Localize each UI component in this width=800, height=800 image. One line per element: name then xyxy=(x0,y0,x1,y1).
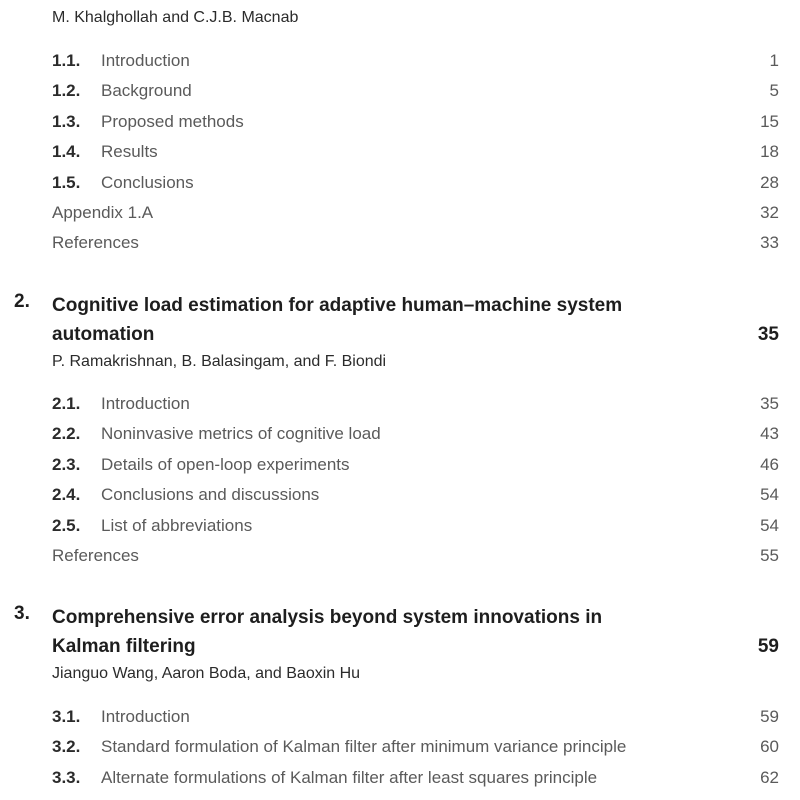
toc-entry[interactable] xyxy=(0,394,800,424)
entry-number: 2.5. xyxy=(52,515,81,535)
chapter-title-line-1: Cognitive load estimation for adaptive human–machine system xyxy=(52,295,623,316)
toc-entry[interactable] xyxy=(0,707,800,737)
entry-number: 1.1. xyxy=(52,51,81,70)
entry-label: Conclusions xyxy=(101,172,194,192)
toc-entry[interactable] xyxy=(0,81,800,111)
chapter-3-entries xyxy=(0,707,800,798)
chapter-3 xyxy=(0,603,800,787)
toc-entry[interactable] xyxy=(0,51,800,81)
chapter-title xyxy=(52,291,702,349)
entry-label: Proposed methods xyxy=(101,111,244,131)
chapter-title-line-1: Comprehensive error analysis beyond system innovations in xyxy=(52,607,603,628)
chapter-2-heading[interactable] xyxy=(0,291,800,347)
toc-entry[interactable] xyxy=(0,516,800,546)
chapter-2-entries xyxy=(0,394,800,576)
entry-page: 54 xyxy=(760,515,779,535)
chapter-1-authors: M. Khalghollah and C.J.B. Macnab xyxy=(52,9,299,26)
toc-entry[interactable] xyxy=(0,112,800,142)
entry-page: 28 xyxy=(760,172,779,192)
entry-label: Noninvasive metrics of cognitive load xyxy=(101,424,381,444)
toc-entry-references[interactable] xyxy=(0,233,800,263)
toc-entry-references[interactable] xyxy=(0,546,800,576)
chapter-page: 35 xyxy=(757,324,779,345)
entry-label: Conclusions and discussions xyxy=(101,485,320,505)
entry-number: 3.1. xyxy=(52,707,81,726)
toc-entry-appendix[interactable] xyxy=(0,203,800,233)
entry-number: 3.2. xyxy=(52,737,81,757)
toc-entry[interactable] xyxy=(0,737,800,767)
entry-number: 1.4. xyxy=(52,142,81,162)
entry-page: 54 xyxy=(760,485,779,505)
entry-page: 5 xyxy=(769,81,779,101)
entry-page: 15 xyxy=(760,111,779,131)
entry-page: 62 xyxy=(760,767,779,787)
toc-entry[interactable] xyxy=(0,455,800,485)
entry-number: 1.3. xyxy=(52,111,81,131)
entry-page: 18 xyxy=(760,142,779,162)
toc-entry[interactable] xyxy=(0,173,800,203)
entry-label: References xyxy=(52,233,139,253)
entry-number: 1.2. xyxy=(52,81,81,101)
entry-label: Appendix 1.A xyxy=(52,202,154,222)
entry-label: Details of open-loop experiments xyxy=(101,454,350,474)
entry-number: 3.3. xyxy=(52,767,81,787)
chapter-title-line-2: automation xyxy=(52,324,155,345)
chapter-title-line-2: Kalman filtering xyxy=(52,636,196,657)
entry-label: Alternate formulations of Kalman filter after least squares principle xyxy=(101,767,598,787)
entry-number: 1.5. xyxy=(52,172,81,192)
toc-entry[interactable] xyxy=(0,485,800,515)
entry-label: Introduction xyxy=(101,51,190,70)
entry-label: List of abbreviations xyxy=(101,515,253,535)
chapter-2-authors: P. Ramakrishnan, B. Balasingam, and F. Biondi xyxy=(52,353,387,370)
entry-page: 43 xyxy=(760,424,779,444)
entry-number: 2.4. xyxy=(52,485,81,505)
toc-entry[interactable] xyxy=(0,424,800,454)
chapter-3-authors: Jianguo Wang, Aaron Boda, and Baoxin Hu xyxy=(52,665,361,682)
entry-page: 32 xyxy=(760,202,779,222)
toc-entry[interactable] xyxy=(0,142,800,172)
entry-label: References xyxy=(52,545,139,565)
entry-page: 60 xyxy=(760,737,779,757)
entry-page: 55 xyxy=(760,545,779,565)
chapter-number: 2. xyxy=(14,291,30,312)
entry-page: 35 xyxy=(760,394,779,413)
entry-page: 1 xyxy=(769,51,779,70)
chapter-title xyxy=(52,603,702,661)
entry-label: Introduction xyxy=(101,707,190,726)
chapter-3-heading[interactable] xyxy=(0,603,800,659)
entry-page: 33 xyxy=(760,233,779,253)
entry-label: Standard formulation of Kalman filter after minimum variance principle xyxy=(101,737,627,757)
chapter-2 xyxy=(0,291,800,565)
entry-number: 2.3. xyxy=(52,454,81,474)
chapter-1-entries xyxy=(0,51,800,264)
entry-page: 59 xyxy=(760,707,779,726)
entry-page: 46 xyxy=(760,454,779,474)
entry-label: Introduction xyxy=(101,394,190,413)
entry-number: 2.1. xyxy=(52,394,81,413)
chapter-number: 3. xyxy=(14,603,30,624)
chapter-page: 59 xyxy=(757,636,779,657)
toc-entry[interactable] xyxy=(0,768,800,798)
entry-label: Background xyxy=(101,81,192,101)
entry-number: 2.2. xyxy=(52,424,81,444)
entry-label: Results xyxy=(101,142,158,162)
